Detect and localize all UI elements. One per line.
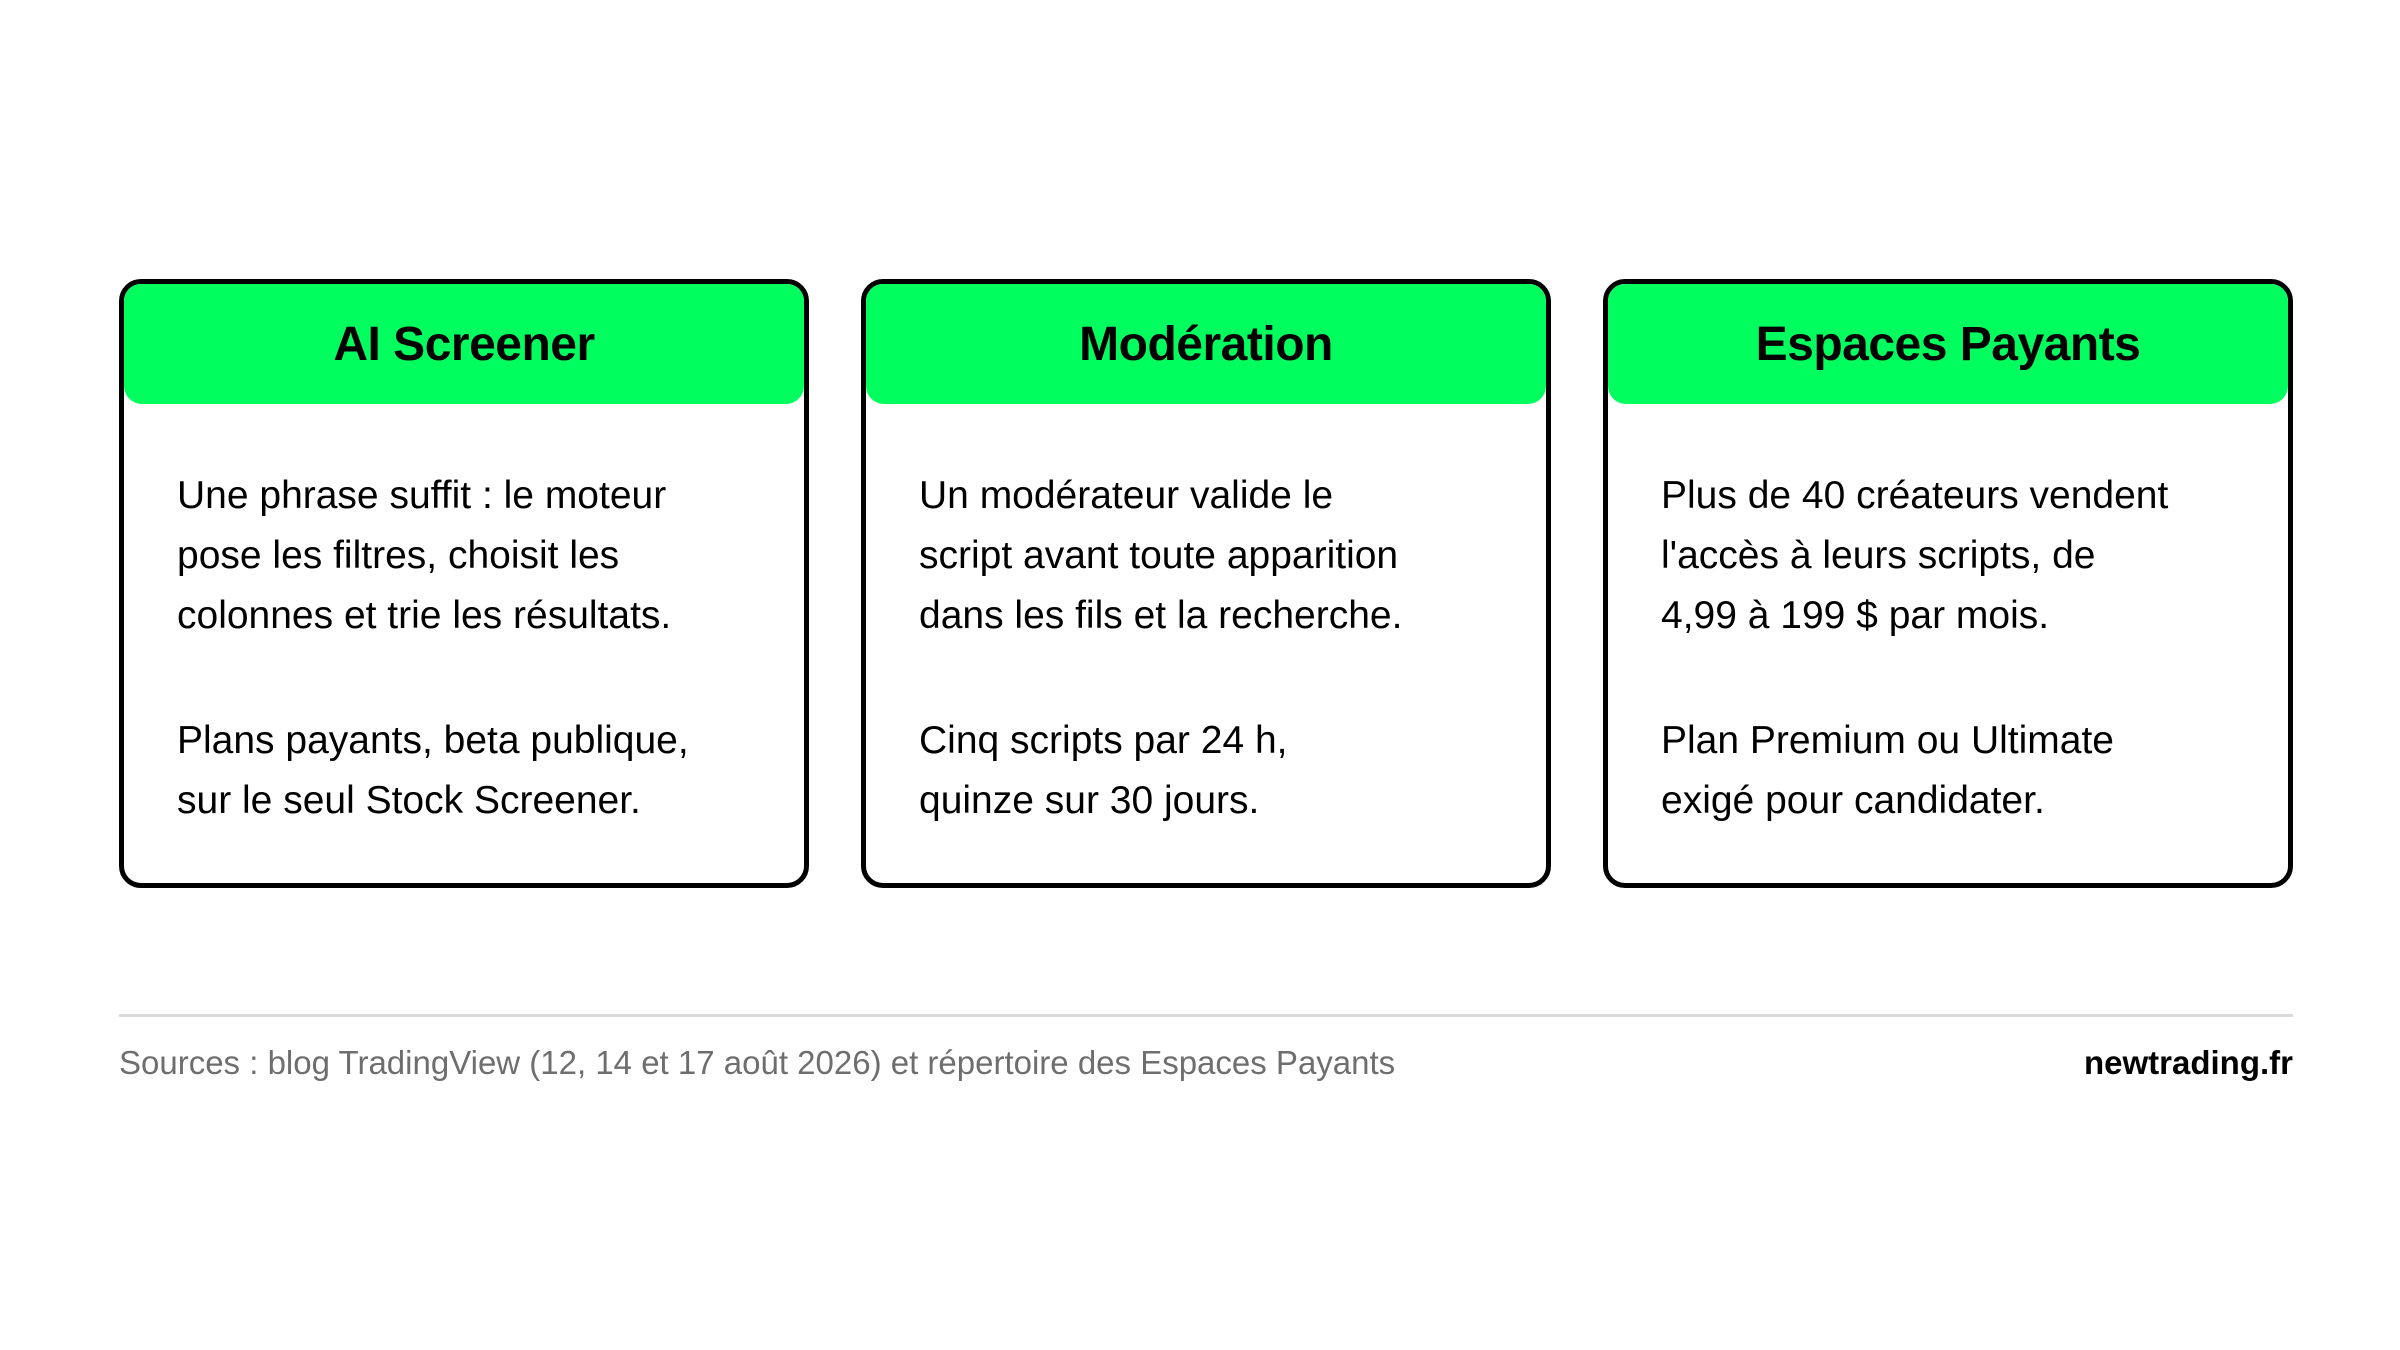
card-title: Espaces Payants	[1755, 317, 2141, 371]
card-title: AI Screener	[333, 317, 595, 371]
card-ai-screener	[119, 279, 809, 888]
card-body	[866, 404, 1546, 831]
footer-source-text: Sources : blog TradingView (12, 14 et 17 août 2026) et répertoire des Espaces Payants	[119, 1044, 1396, 1081]
card-body	[124, 404, 804, 831]
feature-cards	[119, 279, 2293, 888]
footer-brand: newtrading.fr	[2083, 1044, 2293, 1081]
card-paragraph: Une phrase suffit : le moteur pose les filtres, choisit les colonnes et trie les résultats.	[177, 474, 672, 637]
card-paragraph: Un modérateur valide le script avant toute apparition dans les fils et la recherche.	[919, 474, 1403, 637]
card-header	[1608, 284, 2288, 404]
card-paragraph: Plan Premium ou Ultimate exigé pour candidater.	[1661, 719, 2114, 822]
card-moderation	[861, 279, 1551, 888]
card-paragraph: Cinq scripts par 24 h, quinze sur 30 jours.	[919, 719, 1288, 822]
footer-divider	[119, 1014, 2293, 1017]
card-paragraph: Plus de 40 créateurs vendent l'accès à leurs scripts, de 4,99 à 199 $ par mois.	[1661, 474, 2169, 637]
card-body	[1608, 404, 2288, 831]
card-paragraph: Plans payants, beta publique, sur le seul Stock Screener.	[177, 719, 689, 822]
card-header	[866, 284, 1546, 404]
card-espaces-payants	[1603, 279, 2293, 888]
card-title: Modération	[1079, 317, 1333, 371]
card-header	[124, 284, 804, 404]
